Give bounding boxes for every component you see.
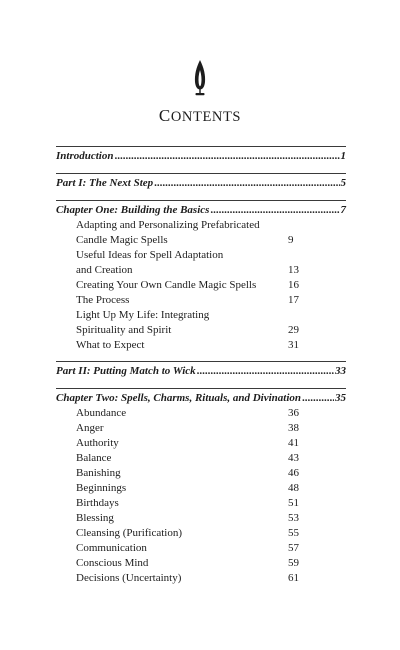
toc-entry-page: 17	[288, 294, 299, 306]
toc-entry-page: 55	[288, 527, 299, 539]
toc-entry-page: 16	[288, 279, 299, 291]
table-of-contents	[56, 146, 346, 586]
toc-entry-title: Anger	[76, 422, 104, 434]
toc-entry	[56, 496, 346, 511]
toc-entry	[56, 421, 346, 436]
toc-entry-page: 53	[288, 512, 299, 524]
section-divider	[56, 146, 346, 147]
toc-entry	[56, 323, 346, 338]
toc-entry	[56, 263, 346, 278]
candle-flame-icon	[190, 58, 210, 100]
toc-heading-row	[56, 364, 346, 379]
toc-entry-title: Useful Ideas for Spell Adaptation	[76, 249, 224, 261]
toc-entry	[56, 571, 346, 586]
toc-entry-list	[56, 406, 346, 586]
toc-heading-row	[56, 391, 346, 406]
toc-entry-title: Blessing	[76, 512, 114, 524]
toc-entry-title: Balance	[76, 452, 112, 464]
toc-entry	[56, 293, 346, 308]
toc-heading-title: Part I: The Next Step	[56, 177, 154, 189]
dot-leader	[302, 391, 334, 406]
toc-heading-row	[56, 176, 346, 191]
toc-heading-page: 5	[340, 177, 346, 189]
toc-entry-page: 46	[288, 467, 299, 479]
toc-heading-page: 35	[335, 392, 346, 404]
toc-entry-page: 59	[288, 557, 299, 569]
toc-entry-title: Light Up My Life: Integrating	[76, 309, 210, 321]
toc-entry-title: Abundance	[76, 407, 127, 419]
dot-leader	[114, 149, 339, 164]
toc-entry-list	[56, 218, 346, 353]
toc-entry-page: 41	[288, 437, 299, 449]
section-divider	[56, 361, 346, 362]
dot-leader	[210, 203, 339, 218]
toc-heading-title: Introduction	[56, 150, 114, 162]
toc-heading-title: Part II: Putting Match to Wick	[56, 365, 196, 377]
toc-entry-title: and Creation	[76, 264, 133, 276]
toc-entry-title: The Process	[76, 294, 130, 306]
toc-heading-page: 33	[335, 365, 346, 377]
title-initial: C	[158, 106, 171, 125]
toc-entry	[56, 233, 346, 248]
toc-entry	[56, 338, 346, 353]
toc-entry-title: Decisions (Uncertainty)	[76, 572, 182, 584]
toc-entry	[56, 451, 346, 466]
toc-entry	[56, 308, 346, 323]
toc-entry	[56, 511, 346, 526]
toc-entry-page: 31	[288, 339, 299, 351]
toc-section	[56, 149, 346, 164]
toc-entry-title: What to Expect	[76, 339, 145, 351]
dot-leader	[197, 364, 334, 379]
toc-heading-page: 1	[340, 150, 346, 162]
toc-entry-page: 51	[288, 497, 299, 509]
toc-entry	[56, 526, 346, 541]
page-title	[0, 106, 400, 126]
toc-entry-page: 38	[288, 422, 299, 434]
toc-entry-page: 29	[288, 324, 299, 336]
toc-entry-title: Banishing	[76, 467, 121, 479]
toc-entry	[56, 436, 346, 451]
toc-section	[56, 391, 346, 586]
toc-entry-title: Creating Your Own Candle Magic Spells	[76, 279, 257, 291]
title-rest: ONTENTS	[170, 109, 242, 125]
toc-entry	[56, 248, 346, 263]
toc-section	[56, 176, 346, 191]
toc-entry-title: Spirituality and Spirit	[76, 324, 172, 336]
toc-entry-title: Authority	[76, 437, 119, 449]
toc-entry-title: Beginnings	[76, 482, 127, 494]
toc-entry-page: 48	[288, 482, 299, 494]
toc-heading-page: 7	[340, 204, 346, 216]
toc-entry-title: Candle Magic Spells	[76, 234, 168, 246]
toc-entry-page: 13	[288, 264, 299, 276]
toc-entry-page: 57	[288, 542, 299, 554]
toc-entry-title: Cleansing (Purification)	[76, 527, 183, 539]
toc-entry-title: Birthdays	[76, 497, 119, 509]
toc-heading-row	[56, 149, 346, 164]
toc-heading-title: Chapter Two: Spells, Charms, Rituals, and Divination	[56, 392, 302, 404]
toc-entry-page: 61	[288, 572, 299, 584]
toc-entry-page: 9	[288, 234, 294, 246]
section-divider	[56, 388, 346, 389]
toc-heading-row	[56, 203, 346, 218]
toc-entry	[56, 218, 346, 233]
toc-entry-page: 43	[288, 452, 299, 464]
toc-entry	[56, 541, 346, 556]
toc-entry	[56, 278, 346, 293]
section-divider	[56, 173, 346, 174]
toc-entry-page: 36	[288, 407, 299, 419]
toc-entry-title: Conscious Mind	[76, 557, 149, 569]
toc-entry	[56, 481, 346, 496]
toc-entry	[56, 556, 346, 571]
toc-entry	[56, 466, 346, 481]
toc-entry-title: Communication	[76, 542, 147, 554]
toc-entry	[56, 406, 346, 421]
toc-entry-title: Adapting and Personalizing Prefabricated	[76, 219, 260, 231]
section-divider	[56, 200, 346, 201]
toc-section	[56, 364, 346, 379]
toc-section	[56, 203, 346, 353]
toc-heading-title: Chapter One: Building the Basics	[56, 204, 210, 216]
dot-leader	[154, 176, 339, 191]
